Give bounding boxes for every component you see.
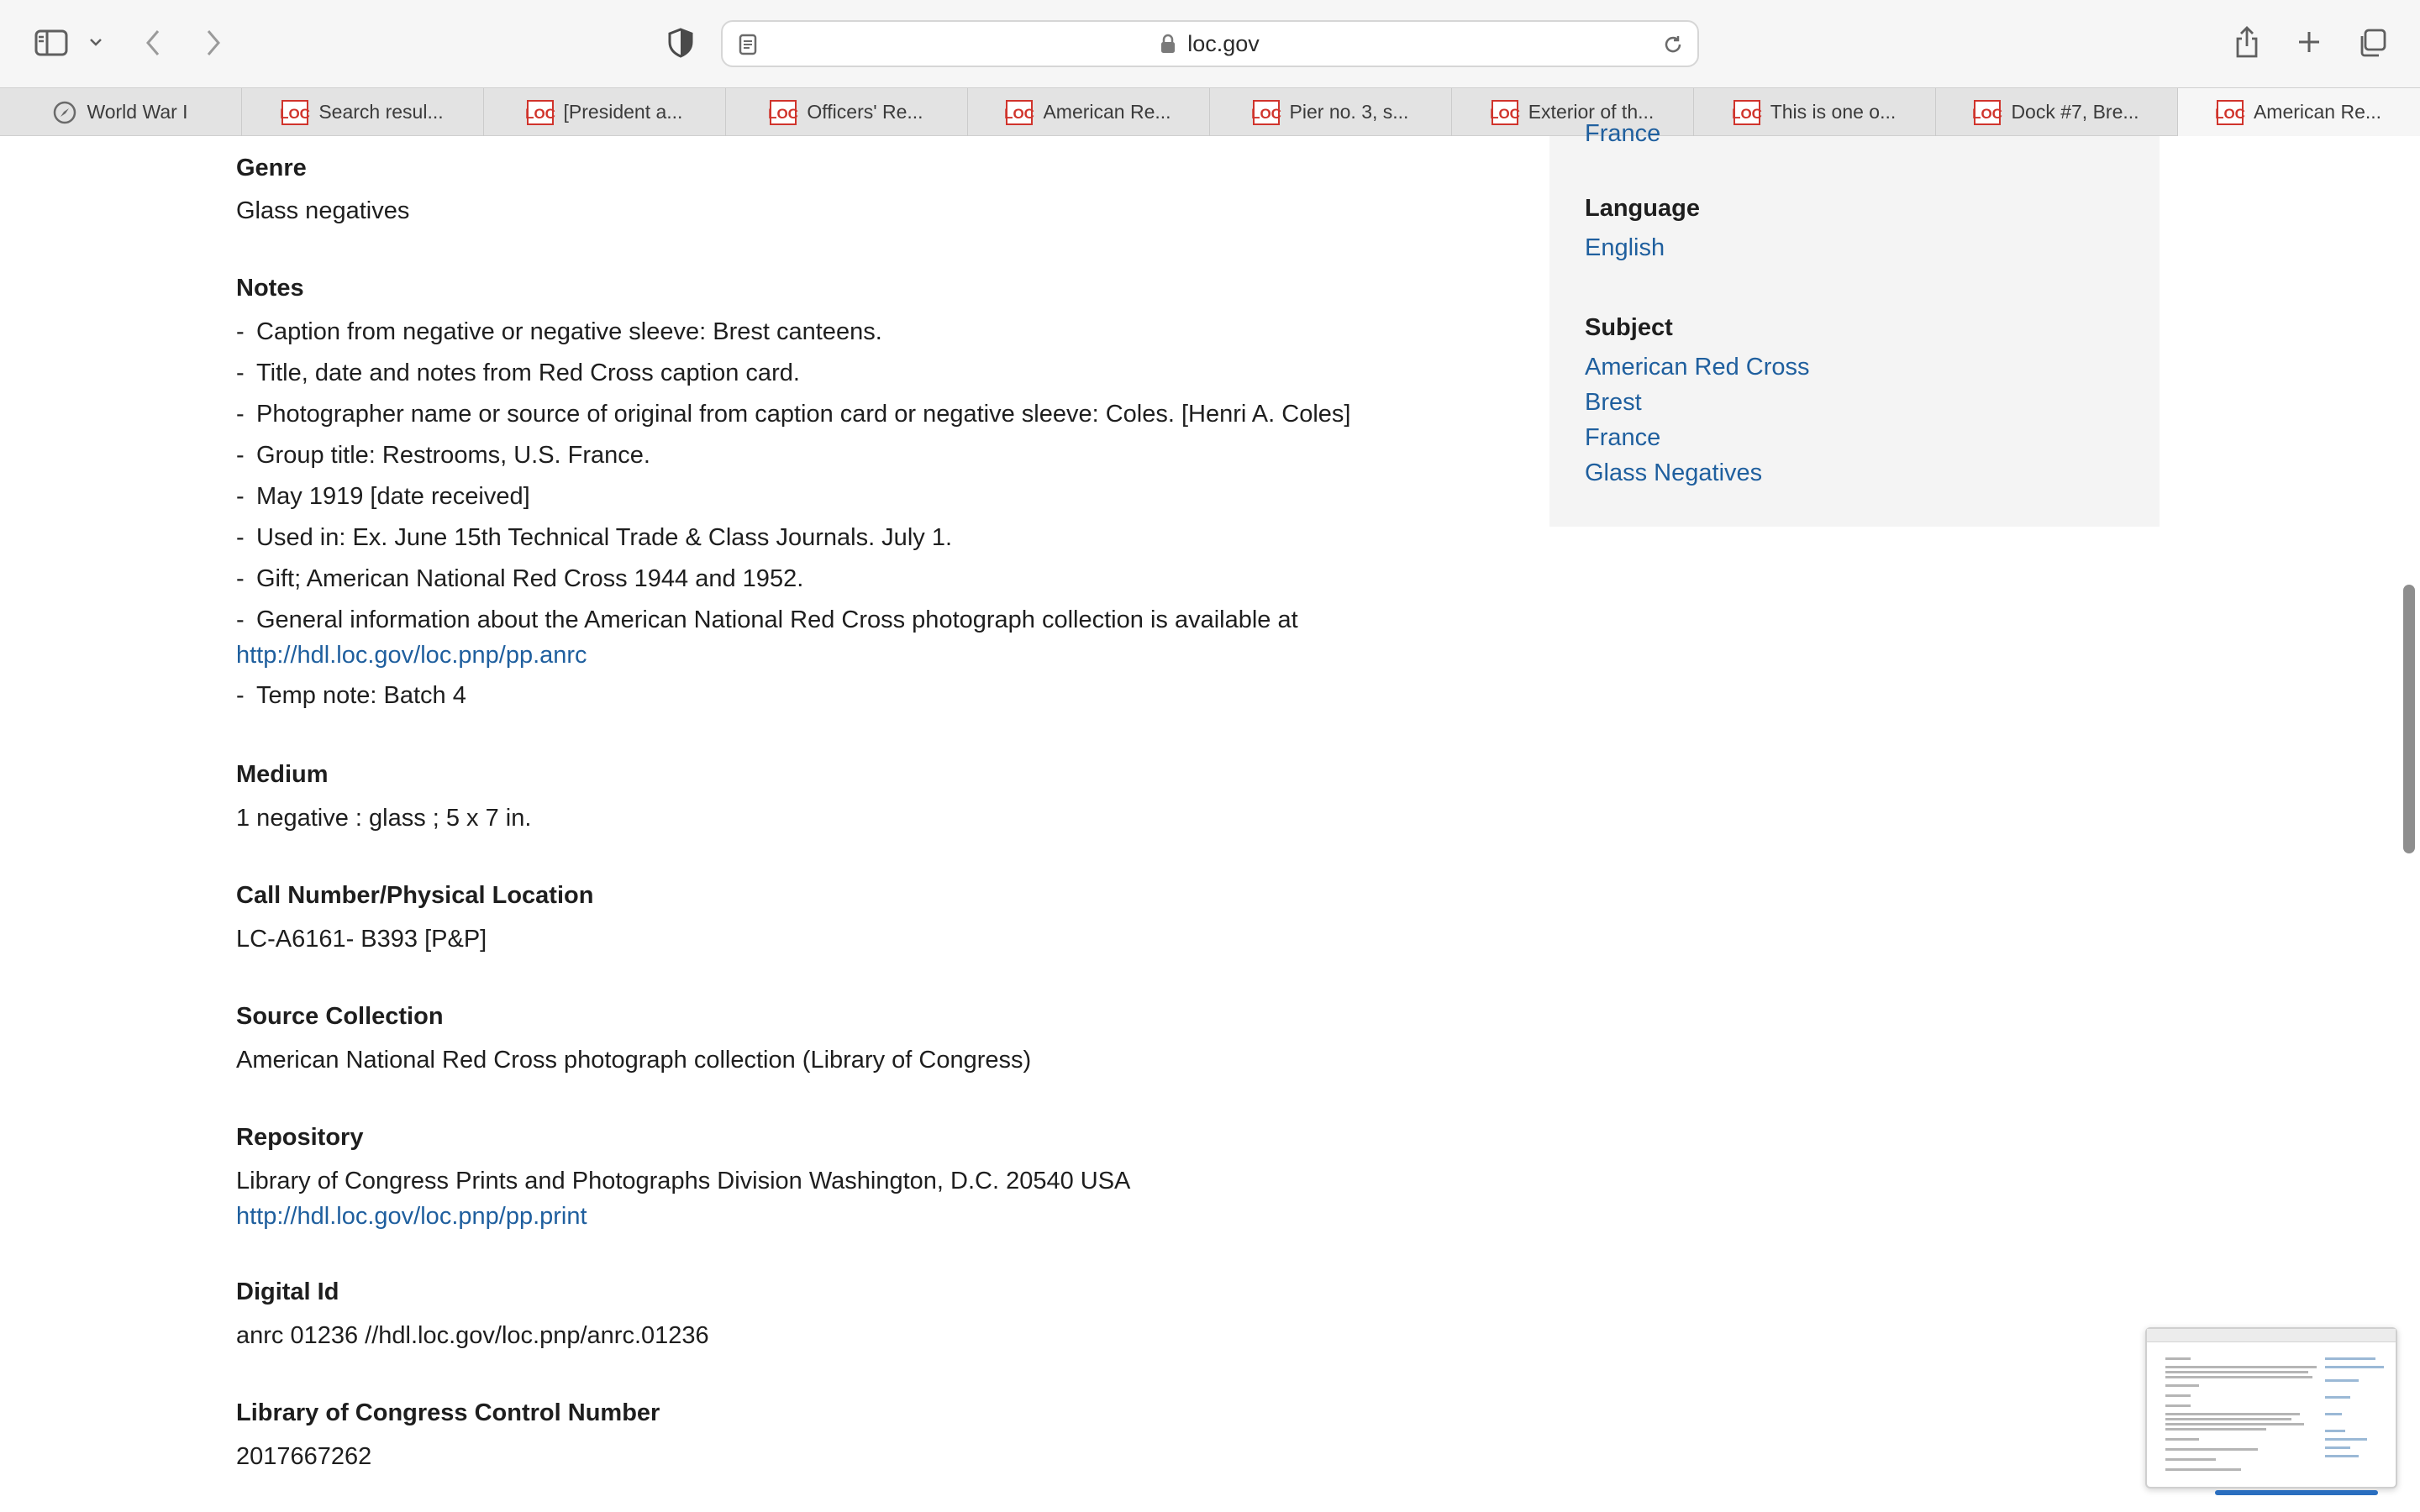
field-value: 1 negative : glass ; 5 x 7 in. (236, 805, 532, 832)
loc-favicon-icon (280, 100, 311, 125)
svg-text:LOC: LOC (1250, 105, 1281, 122)
field-value: anrc 01236 //hdl.loc.gov/loc.pnp/anrc.01236 (236, 1322, 709, 1349)
preview-line (2325, 1446, 2350, 1449)
preview-line (2325, 1438, 2367, 1441)
tab-label: Exterior of th... (1528, 101, 1655, 123)
field-value: American National Red Cross photograph collection (Library of Congress) (236, 1047, 1032, 1074)
tab-label: [President a... (563, 101, 683, 123)
preview-line (2325, 1366, 2384, 1368)
svg-text:LOC: LOC (524, 105, 555, 122)
browser-toolbar (0, 0, 2420, 87)
address-display[interactable] (723, 22, 1697, 66)
field-repository (236, 1121, 1497, 1234)
tab-overview-icon[interactable] (2354, 25, 2390, 60)
loc-favicon-icon (1974, 100, 2001, 125)
loc-favicon-icon (524, 100, 555, 125)
svg-text:LOC: LOC (2214, 105, 2245, 122)
preview-line (2165, 1371, 2308, 1373)
sidebar-label: Subject (1585, 314, 1673, 341)
sidebar-toggle-icon[interactable] (32, 25, 71, 60)
svg-text:LOC: LOC (1731, 105, 1762, 122)
preview-line (2165, 1418, 2291, 1420)
subject-link[interactable]: Brest (1585, 389, 1642, 416)
loc-favicon-icon (2214, 100, 2245, 125)
tab-president[interactable] (484, 88, 726, 136)
note-item: - Gift; American National Red Cross 1944 and 1952. (236, 565, 804, 592)
preview-line (2165, 1376, 2312, 1378)
preview-progress-bar (2215, 1490, 2378, 1495)
preview-line (2165, 1448, 2258, 1451)
subject-link[interactable]: France (1585, 424, 1661, 451)
field-label: Repository (236, 1124, 364, 1151)
address-url: loc.gov (1187, 30, 1260, 56)
note-item: - Title, date and notes from Red Cross caption card. (236, 360, 800, 386)
loc-favicon-icon (1733, 100, 1760, 125)
loc-favicon-icon (770, 100, 797, 125)
preview-line (2165, 1394, 2191, 1397)
tab-label: Pier no. 3, s... (1289, 101, 1409, 123)
tab-label: American Re... (1043, 101, 1171, 123)
repository-link[interactable]: http://hdl.loc.gov/loc.pnp/pp.print (236, 1203, 587, 1230)
loc-favicon-icon (1250, 100, 1281, 125)
forward-arrow-icon[interactable] (198, 24, 229, 62)
preview-line (2165, 1413, 2300, 1415)
preview-line (2165, 1366, 2317, 1368)
preview-line (2165, 1458, 2216, 1461)
field-notes (236, 271, 1497, 717)
note-item: - Photographer name or source of original from caption card or negative sleeve: Coles. [Henri A. Coles] (236, 401, 1351, 428)
tab-label: Officers' Re... (807, 101, 923, 123)
field-label: Genre (236, 155, 307, 181)
tab-bar (0, 87, 2420, 136)
language-link[interactable]: English (1585, 234, 1665, 261)
record-sidebar (1549, 120, 2160, 527)
sidebar-language (1585, 192, 1700, 265)
page-scrollbar[interactable] (2396, 136, 2420, 1512)
field-value: LC-A6161- B393 [P&P] (236, 926, 487, 953)
field-label: Library of Congress Control Number (236, 1399, 660, 1426)
svg-text:LOC: LOC (768, 105, 799, 122)
tab-world-war-i[interactable] (0, 88, 242, 136)
address-bar[interactable] (721, 20, 1699, 67)
tab-american-red-cross-1[interactable] (968, 88, 1210, 136)
tab-officers[interactable] (726, 88, 968, 136)
note-collection-link[interactable] (236, 638, 1497, 673)
new-tab-plus-icon[interactable] (2292, 25, 2326, 59)
location-partial (1585, 116, 1660, 151)
preview-line (2165, 1423, 2304, 1425)
field-label: Notes (236, 275, 304, 302)
tab-american-red-cross-active[interactable] (2178, 88, 2420, 136)
note-item: - General information about the American National Red Cross photograph collection is available at (236, 606, 1298, 633)
location-link[interactable]: France (1585, 120, 1661, 147)
preview-line (2165, 1468, 2241, 1471)
preview-line (2165, 1438, 2199, 1441)
preview-line (2165, 1384, 2199, 1387)
svg-text:LOC: LOC (280, 105, 311, 122)
preview-line (2325, 1357, 2375, 1360)
reload-icon[interactable] (1660, 32, 1686, 57)
preview-line (2325, 1396, 2350, 1399)
note-item: - May 1919 [date received] (236, 483, 530, 510)
svg-text:LOC: LOC (1972, 105, 2003, 122)
field-control-number (236, 1396, 1497, 1474)
field-value: Library of Congress Prints and Photographs Division Washington, D.C. 20540 USA (236, 1168, 1131, 1194)
preview-line (2325, 1413, 2342, 1415)
note-item: - Caption from negative or negative sleeve: Brest canteens. (236, 318, 882, 345)
field-value: 2017667262 (236, 1443, 372, 1470)
field-call-number (236, 879, 1497, 957)
tab-this-is-one[interactable] (1694, 88, 1936, 136)
share-icon[interactable] (2230, 22, 2264, 62)
field-digital-id (236, 1275, 1497, 1353)
preview-line (2165, 1357, 2191, 1360)
loc-favicon-icon (1006, 100, 1033, 125)
anrc-collection-link[interactable]: http://hdl.loc.gov/loc.pnp/pp.anrc (236, 642, 587, 669)
subject-link[interactable]: Glass Negatives (1585, 459, 1763, 486)
note-item: - Used in: Ex. June 15th Technical Trade & Class Journals. July 1. (236, 524, 953, 551)
field-label: Medium (236, 761, 329, 788)
field-genre (236, 151, 1497, 228)
field-medium (236, 758, 1497, 836)
field-label: Source Collection (236, 1003, 444, 1030)
chevron-down-icon[interactable] (86, 30, 106, 54)
compass-icon (53, 101, 76, 124)
preview-toolbar (2147, 1329, 2396, 1342)
privacy-shield-icon[interactable] (664, 25, 697, 60)
tab-label: World War I (87, 101, 188, 123)
svg-text:LOC: LOC (1004, 105, 1035, 122)
tab-dock-7[interactable] (1936, 88, 2178, 136)
sidebar-label: Language (1585, 195, 1700, 222)
field-source-collection (236, 1000, 1497, 1078)
page-preview-thumbnail[interactable] (2145, 1327, 2397, 1488)
tab-search-results[interactable] (242, 88, 484, 136)
field-value: Glass negatives (236, 197, 410, 224)
tab-label: Dock #7, Bre... (2011, 101, 2139, 123)
field-label: Call Number/Physical Location (236, 882, 594, 909)
loc-favicon-icon (1491, 100, 1518, 125)
preview-line (2165, 1404, 2191, 1407)
notes-list (236, 312, 1497, 717)
page-content (0, 120, 2420, 1512)
note-item: - Temp note: Batch 4 (236, 682, 466, 709)
preview-line (2325, 1455, 2359, 1457)
sidebar-subject (1585, 311, 1810, 491)
subject-link[interactable]: American Red Cross (1585, 354, 1810, 381)
scrollbar-thumb[interactable] (2403, 585, 2415, 853)
back-arrow-icon[interactable] (138, 24, 168, 62)
field-label: Digital Id (236, 1278, 339, 1305)
lock-icon (1160, 34, 1176, 54)
note-item: - Group title: Restrooms, U.S. France. (236, 442, 650, 469)
tab-label: American Re... (2253, 101, 2382, 123)
preview-line (2325, 1379, 2359, 1382)
preview-line (2165, 1428, 2266, 1431)
preview-line (2325, 1430, 2345, 1432)
tab-pier-no-3[interactable] (1210, 88, 1452, 136)
tab-label: This is one o... (1770, 101, 1897, 123)
tab-label: Search resul... (318, 101, 444, 123)
repository-link-row[interactable] (236, 1199, 1497, 1234)
svg-text:LOC: LOC (1489, 105, 1520, 122)
